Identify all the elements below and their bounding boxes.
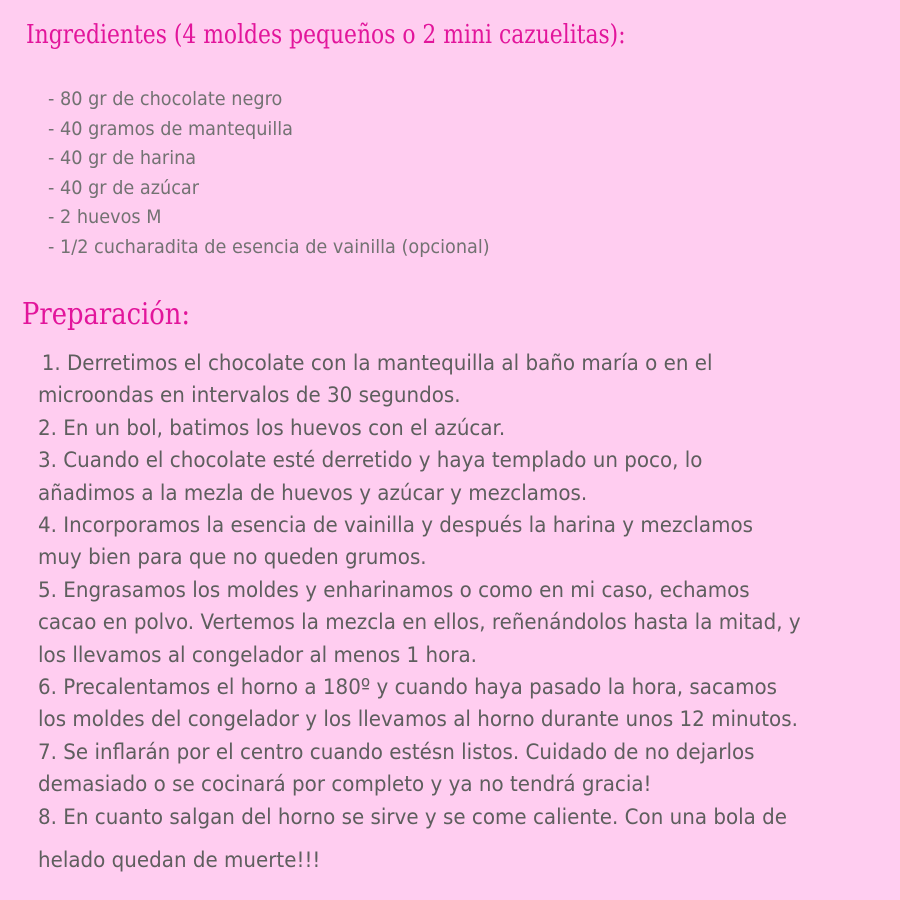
ingredient-item: - 40 gr de harina bbox=[48, 147, 197, 169]
ingredients-list bbox=[48, 85, 523, 262]
ingredient-item: - 80 gr de chocolate negro bbox=[48, 88, 283, 110]
preparation-line: 1. Derretimos el chocolate con la mantequilla al baño maría o en el bbox=[41, 351, 713, 376]
preparation-line: muy bien para que no queden grumos. bbox=[38, 545, 427, 571]
ingredient-item: - 40 gr de azúcar bbox=[48, 176, 200, 199]
preparation-line: 6. Precalentamos el horno a 180º y cuando haya pasado la hora, sacamos bbox=[38, 675, 778, 701]
preparation-steps bbox=[38, 348, 862, 878]
preparation-line: cacao en polvo. Vertemos la mezcla en ellos, reñenándolos hasta la mitad, y bbox=[38, 610, 801, 636]
preparation-line: los llevamos al congelador al menos 1 hora. bbox=[38, 642, 477, 668]
preparation-line: 7. Se inflarán por el centro cuando estésn listos. Cuidado de no dejarlos bbox=[38, 739, 755, 765]
ingredient-item: - 1/2 cucharadita de esencia de vainilla (opcional) bbox=[48, 235, 490, 258]
preparation-line: 4. Incorporamos la esencia de vainilla y después la harina y mezclamos bbox=[38, 513, 754, 539]
preparation-line: los moldes del congelador y los llevamos al horno durante unos 12 minutos. bbox=[38, 707, 798, 733]
preparation-line: demasiado o se cocinará por completo y ya no tendrá gracia! bbox=[38, 772, 652, 798]
preparation-line: 8. En cuanto salgan del horno se sirve y se come caliente. Con una bola de bbox=[38, 804, 788, 830]
preparation-line: helado quedan de muerte!!! bbox=[38, 848, 321, 874]
preparation-line: 3. Cuando el chocolate esté derretido y haya templado un poco, lo bbox=[38, 448, 703, 474]
ingredient-item: - 2 huevos M bbox=[48, 206, 162, 228]
preparation-line: microondas en intervalos de 30 segundos. bbox=[38, 383, 461, 409]
preparation-line: 5. Engrasamos los moldes y enharinamos o como en mi caso, echamos bbox=[38, 577, 750, 603]
preparation-line: añadimos a la mezla de huevos y azúcar y mezclamos. bbox=[38, 480, 588, 506]
preparation-heading: Preparación: bbox=[22, 297, 191, 332]
ingredient-item: - 40 gramos de mantequilla bbox=[48, 117, 293, 140]
ingredients-heading: Ingredientes (4 moldes pequeños o 2 mini cazuelitas): bbox=[26, 20, 626, 50]
preparation-line: 2. En un bol, batimos los huevos con el azúcar. bbox=[38, 415, 506, 441]
